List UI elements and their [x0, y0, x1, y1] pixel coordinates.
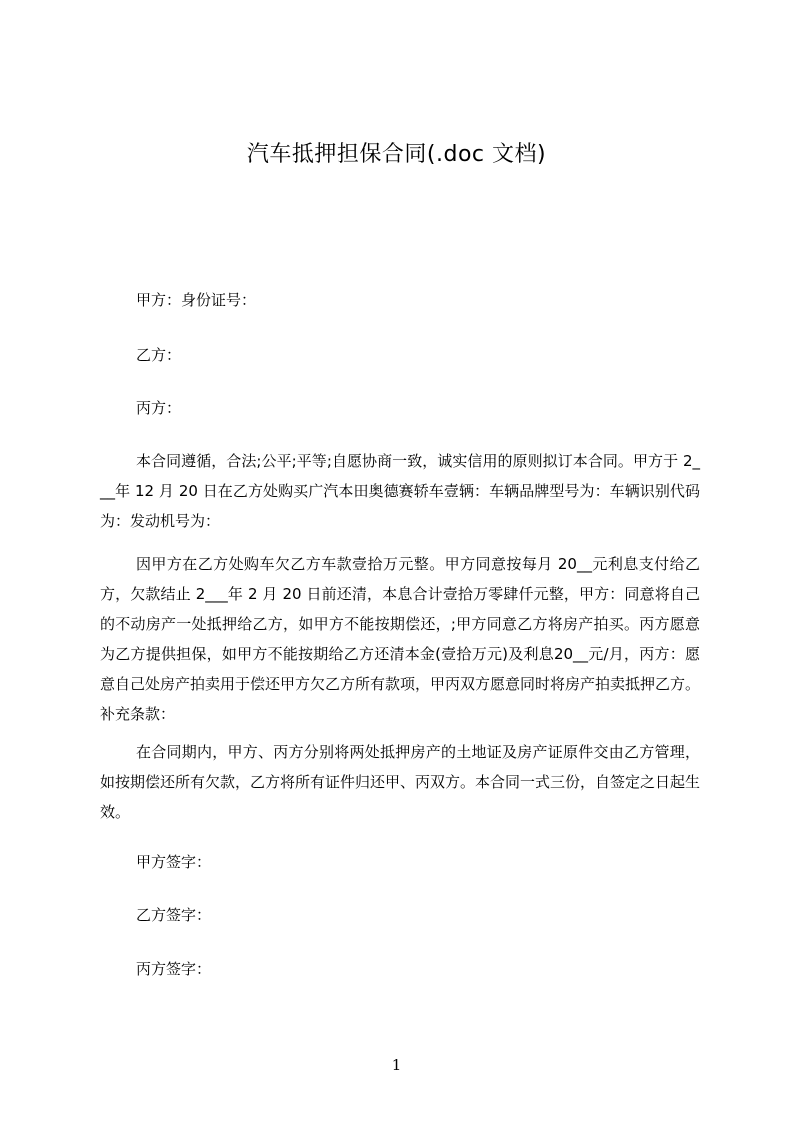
signature-party-c: 丙方签字： [136, 960, 212, 978]
signature-party-a: 甲方签字： [136, 853, 212, 871]
contract-paragraph-3: 在合同期内，甲方、丙方分别将两处抵押房产的土地证及房产证原件交由乙方管理，如按期偿还所有欠款，乙方将所有证件归还甲、丙双方。本合同一式三份，自签定之日起生效。 [100, 743, 701, 821]
signature-party-b: 乙方签字： [136, 906, 212, 924]
contract-paragraph-2: 因甲方在乙方处购车欠乙方车款壹拾万元整。甲方同意按每月 20__元利息支付给乙方，欠款结止 2___年 2 月 20 日前还清，本息合计壹拾万零肆仟元整，甲方：同意将自己的不动房产一处抵押给乙方，如甲方不能按期偿还，;甲方同意乙方将房产拍买。丙方愿意为乙方提供担保，如甲方不能按期给乙方还清本金(壹拾万元)及利息20__元/月，丙方：愿意自己处房产拍卖用于偿还甲方欠乙方所有款项，甲丙双方愿意同时将房产拍卖抵押乙方。补充条款： [100, 555, 701, 723]
contract-paragraph-1: 本合同遵循，合法;公平;平等;自愿协商一致，诚实信用的原则拟订本合同。甲方于 2___年 12 月 20 日在乙方处购买广汽本田奥德赛轿车壹辆：车辆品牌型号为：车辆识别代码为：发动机号为： [100, 452, 700, 530]
party-a-line: 甲方：身份证号： [136, 291, 257, 309]
document-title: 汽车抵押担保合同(.doc 文档) [246, 142, 547, 167]
party-b-line: 乙方： [136, 346, 182, 364]
party-c-line: 丙方： [136, 399, 182, 417]
page-number: 1 [391, 1056, 402, 1074]
